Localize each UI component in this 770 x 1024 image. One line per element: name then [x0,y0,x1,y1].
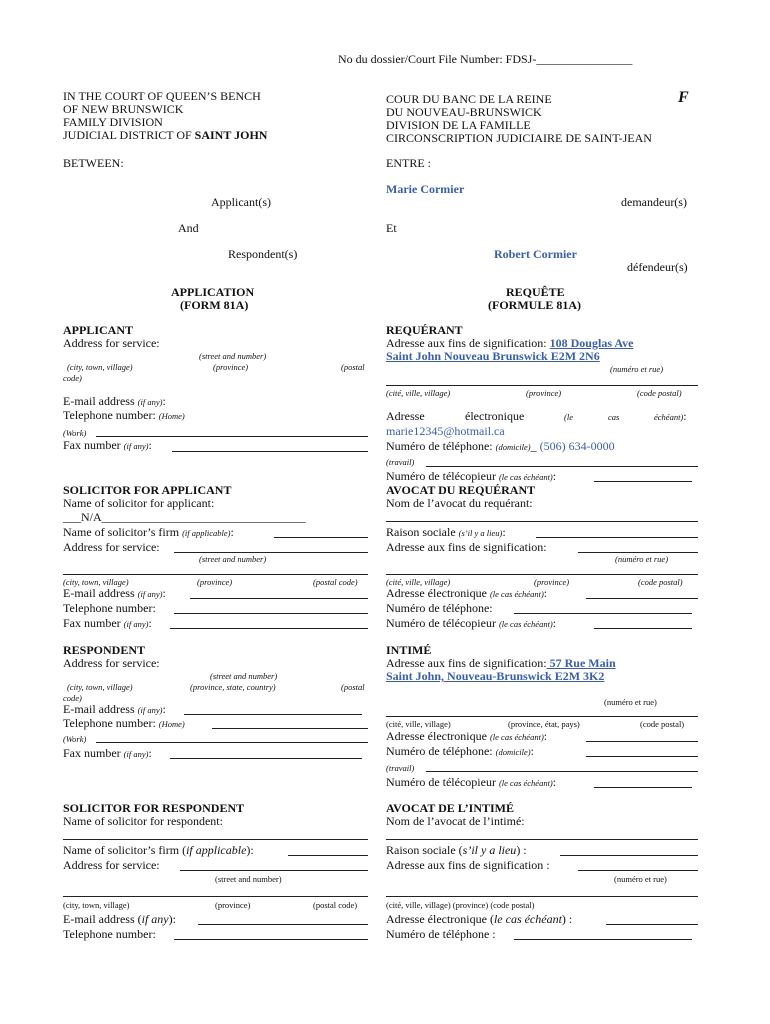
avocat-requerant-name-line[interactable] [386,521,698,522]
solicitor-applicant-street-caption: (street and number) [199,554,267,564]
solicitor-respondent-phone-line[interactable] [174,939,368,940]
intime-city-caption: (cité, ville, village) [386,719,451,729]
respondent-postal-caption: (postal [341,682,365,692]
applicant-work-line[interactable] [96,436,368,437]
requerant-email-le: (le [564,412,573,422]
solicitor-applicant-postal-caption: (postal code) [313,577,358,587]
court-en-line1: IN THE COURT OF QUEEN’S BENCH [63,89,261,103]
respondent-work-line[interactable] [96,742,368,743]
respondent-province-caption: (province, state, country) [190,682,276,692]
avocat-requerant-address: Adresse aux fins de signification: [386,540,547,554]
respondent-label-fr: défendeur(s) [627,260,688,274]
respondent-heading: RESPONDENT [63,643,146,657]
solicitor-respondent-address-line[interactable] [180,870,368,871]
requerant-fax: Numéro de télécopieur (le cas échéant): [386,469,557,483]
applicant-postal-caption: (postal [341,362,365,372]
requerant-postal-caption: (code postal) [637,388,682,398]
intime-fax: Numéro de télécopieur (le cas échéant): [386,775,557,789]
intime-email: Adresse électronique (le cas échéant): [386,729,548,743]
requerant-address-line2: Saint John Nouveau Brunswick E2M 2N6 [386,349,600,363]
requerant-travail-line[interactable] [426,466,698,467]
intime-fax-line[interactable] [594,787,692,788]
avocat-requerant-phone: Numéro de téléphone: [386,601,493,615]
avocat-intime-firm-line[interactable] [560,855,698,856]
applicant-street-caption: (street and number) [199,351,267,361]
avocat-intime-firm: Raison sociale (s’il y a lieu) : [386,843,527,857]
avocat-requerant-fax-line[interactable] [594,628,692,629]
solicitor-applicant-email-line[interactable] [190,598,368,599]
intime-travail-caption: (travail) [386,763,415,773]
solicitor-respondent-name-label: Name of solicitor for respondent: [63,814,223,828]
solicitor-applicant-fax-line[interactable] [170,628,368,629]
avocat-intime-city-caption: (cité, ville, village) (province) (code postal) [386,900,535,910]
court-fr-line3: DIVISION DE LA FAMILLE [386,118,531,132]
solicitor-applicant-province-caption: (province) [197,577,233,587]
form-mark: F [678,89,689,106]
requerant-email-word1: Adresse [386,409,425,423]
applicant-address-label: Address for service: [63,336,160,350]
requerant-heading: REQUÉRANT [386,323,463,337]
avocat-intime-address-line[interactable] [578,870,698,871]
solicitor-respondent-city-line[interactable] [63,896,368,897]
respondent-street-caption: (street and number) [210,671,278,681]
intime-phone-line[interactable] [586,756,698,757]
entre-label: ENTRE : [386,156,431,170]
applicant-heading: APPLICANT [63,323,134,337]
solicitor-applicant-heading: SOLICITOR FOR APPLICANT [63,483,232,497]
requerant-email-echeant: échéant): [654,409,687,423]
requerant-email-cas: cas [608,412,620,422]
solicitor-applicant-city-caption: (city, town, village) [63,577,129,587]
applicant-fax-line[interactable] [172,451,368,452]
solicitor-respondent-name-line[interactable] [63,839,368,840]
intime-phone: Numéro de téléphone: (domicile): [386,744,534,758]
avocat-intime-email-line[interactable] [606,924,698,925]
respondent-label-en: Respondent(s) [228,247,298,261]
respondent-work-caption: (Work) [63,734,87,744]
avocat-requerant-name-label: Nom de l’avocat du requérant: [386,496,533,510]
form-number-en: (FORM 81A) [180,298,249,312]
respondent-home-line[interactable] [212,728,368,729]
avocat-requerant-city-line[interactable] [386,574,698,575]
applicant-fax-label: Fax number (if any): [63,438,152,452]
solicitor-respondent-email: E-mail address (if any): [63,912,176,926]
solicitor-applicant-firm-line[interactable] [274,537,368,538]
respondent-fax-line[interactable] [170,758,362,759]
and-label: And [178,221,199,235]
avocat-requerant-heading: AVOCAT DU REQUÉRANT [386,483,536,497]
solicitor-respondent-heading: SOLICITOR FOR RESPONDENT [63,801,245,815]
solicitor-applicant-city-line[interactable] [63,574,368,575]
respondent-city-caption: (city, town, village) [67,682,133,692]
avocat-intime-phone-line[interactable] [514,939,692,940]
requerant-travail-caption: (travail) [386,457,415,467]
intime-heading: INTIMÉ [386,643,432,657]
avocat-requerant-address-line[interactable] [578,552,698,553]
court-en-line3: FAMILY DIVISION [63,115,163,129]
avocat-requerant-province-caption: (province) [534,577,570,587]
intime-province-caption: (province, état, pays) [508,719,580,729]
avocat-intime-heading: AVOCAT DE L’INTIMÉ [386,801,515,815]
applicant-name: Marie Cormier [386,182,465,196]
respondent-address-label: Address for service: [63,656,160,670]
solicitor-applicant-firm: Name of solicitor’s firm (if applicable): [63,525,234,539]
court-fr-line1: COUR DU BANC DE LA REINE [386,92,552,106]
requerant-city-line[interactable] [386,385,698,386]
requerant-street-caption: (numéro et rue) [610,364,664,374]
avocat-intime-street-caption: (numéro et rue) [614,874,667,884]
avocat-intime-city-line[interactable] [386,896,698,897]
applicant-city-caption: (city, town, village) [67,362,133,372]
intime-street-caption: (numéro et rue) [604,697,657,707]
form-number-fr: (FORMULE 81A) [488,298,581,312]
court-file-number: No du dossier/Court File Number: FDSJ-________________ [338,52,633,66]
respondent-name: Robert Cormier [494,247,577,261]
intime-address-line2: Saint John, Nouveau-Brunswick E2M 3K2 [386,669,605,683]
solicitor-respondent-postal-caption: (postal code) [313,900,358,910]
form-title-fr: REQUÊTE [506,285,565,299]
respondent-email-line[interactable] [184,714,362,715]
court-fr-line4: CIRCONSCRIPTION JUDICIAIRE DE SAINT-JEAN [386,131,652,145]
respondent-email: E-mail address (if any): [63,702,166,716]
applicant-province-caption: (province) [213,362,249,372]
solicitor-respondent-city-caption: (city, town, village) [63,900,130,910]
avocat-requerant-city-caption: (cité, ville, village) [386,577,451,587]
avocat-requerant-phone-line[interactable] [514,613,692,614]
solicitor-applicant-address-label: Address for service: [63,540,160,554]
avocat-requerant-street-caption: (numéro et rue) [615,554,669,564]
requerant-fax-line[interactable] [594,481,692,482]
requerant-email-value[interactable]: marie12345@hotmail.ca [386,424,505,438]
requerant-address: Adresse aux fins de signification: 108 Douglas Ave [386,336,634,350]
avocat-intime-email: Adresse électronique (le cas échéant) : [386,912,573,926]
solicitor-respondent-firm-line[interactable] [288,855,368,856]
respondent-fax: Fax number (if any): [63,746,152,760]
solicitor-respondent-phone: Telephone number: [63,927,156,941]
intime-city-line[interactable] [386,716,698,717]
requerant-phone: Numéro de téléphone: (domicile)_ (506) 634-0000 [386,439,615,453]
avocat-requerant-postal-caption: (code postal) [638,577,683,587]
intime-travail-line[interactable] [426,771,698,772]
solicitor-applicant-address-line[interactable] [174,552,368,553]
respondent-code-caption: code) [63,693,82,703]
solicitor-applicant-email: E-mail address (if any): [63,586,166,600]
solicitor-applicant-name-value[interactable]: ___N/A__________________________________ [63,510,306,524]
form-title-en: APPLICATION [171,285,255,299]
avocat-requerant-email-line[interactable] [586,598,698,599]
solicitor-respondent-street-caption: (street and number) [215,874,282,884]
applicant-label-en: Applicant(s) [211,195,271,209]
et-label: Et [386,221,397,235]
solicitor-respondent-address: Address for service: [63,858,160,872]
requerant-email-word2: électronique [465,409,525,423]
applicant-label-fr: demandeur(s) [621,195,687,209]
court-en-line4: JUDICIAL DISTRICT OF SAINT JOHN [63,128,268,142]
solicitor-applicant-name-label: Name of solicitor for applicant: [63,496,215,510]
intime-address: Adresse aux fins de signification: 57 Rue Main [386,656,616,670]
avocat-intime-name-line[interactable] [386,839,698,840]
court-en-line2: OF NEW BRUNSWICK [63,102,184,116]
requerant-city-caption: (cité, ville, village) [386,388,451,398]
avocat-requerant-firm: Raison sociale (s’il y a lieu): [386,525,506,539]
intime-postal-caption: (code postal) [640,719,685,729]
avocat-intime-phone: Numéro de téléphone : [386,927,496,941]
solicitor-applicant-phone: Telephone number: [63,601,156,615]
applicant-phone-label: Telephone number: (Home) [63,408,185,422]
requerant-province-caption: (province) [526,388,562,398]
avocat-requerant-fax: Numéro de télécopieur (le cas échéant): [386,616,557,630]
avocat-requerant-email: Adresse électronique (le cas échéant): [386,586,548,600]
solicitor-applicant-phone-line[interactable] [174,613,368,614]
avocat-intime-name-label: Nom de l’avocat de l’intimé: [386,814,525,828]
court-fr-line2: DU NOUVEAU-BRUNSWICK [386,105,542,119]
solicitor-respondent-province-caption: (province) [215,900,251,910]
applicant-work-caption: (Work) [63,428,87,438]
solicitor-respondent-firm: Name of solicitor’s firm (if applicable): [63,843,254,857]
applicant-code-caption: code) [63,373,82,383]
between-label: BETWEEN: [63,156,124,170]
solicitor-respondent-email-line[interactable] [198,924,368,925]
avocat-requerant-firm-line[interactable] [536,537,698,538]
intime-email-line[interactable] [586,741,698,742]
solicitor-applicant-fax: Fax number (if any): [63,616,152,630]
respondent-phone: Telephone number: (Home) [63,716,185,730]
avocat-intime-address: Adresse aux fins de signification : [386,858,550,872]
applicant-email-label: E-mail address (if any): [63,394,166,408]
